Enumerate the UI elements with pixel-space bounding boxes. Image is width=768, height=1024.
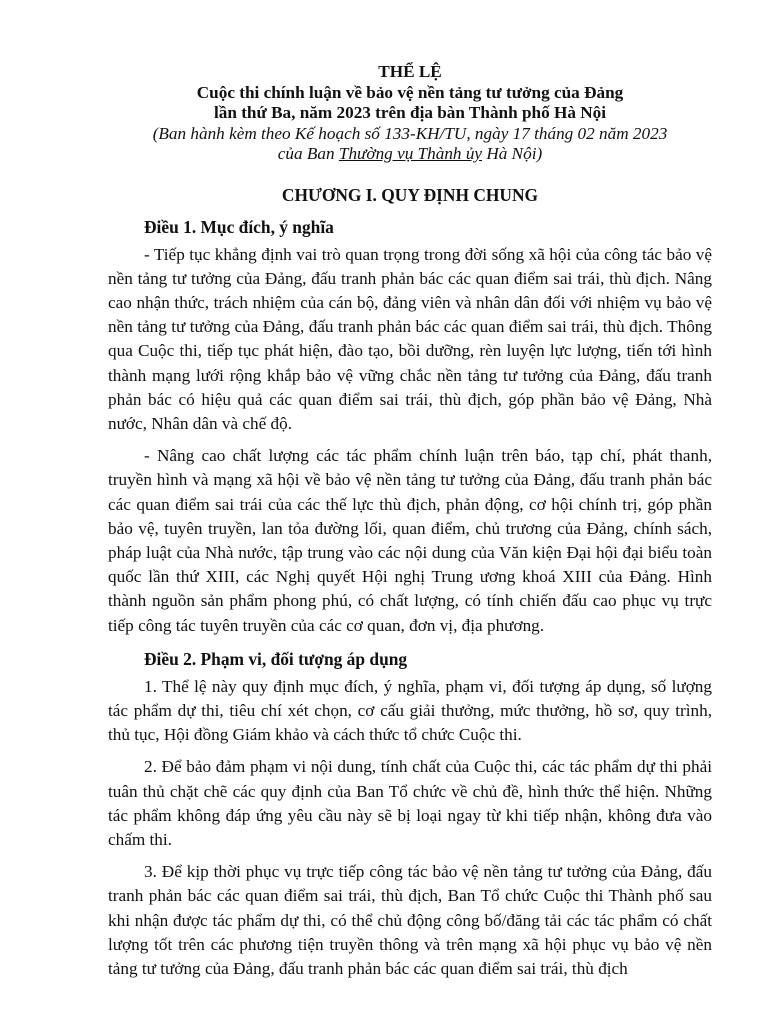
article-2-paragraph: 2. Để bảo đảm phạm vi nội dung, tính chất của Cuộc thi, các tác phẩm dự thi phải tuân thủ chặt chẽ các quy định của Ban Tổ chức về chủ đề, hình thức thể hiện. Những tác phẩm không đáp ứng yêu cầu này sẽ bị loại ngay từ khi tiếp nhận, không đưa vào chấm thi. (108, 757, 712, 849)
article-1-title: Điều 1. Mục đích, ý nghĩa (144, 216, 334, 237)
issued-note-underlined: Thường vụ Thành ủy (338, 144, 483, 163)
article-2-paragraph: 3. Để kịp thời phục vụ trực tiếp công tác bảo vệ nền tảng tư tưởng của Đảng, đấu tranh phản bác các quan điểm sai trái, thù địch, Ban Tổ chức Cuộc thi Thành phố sau khi nhận được tác phẩm dự thi, có thể chủ động công bố/đăng tải các tác phẩm có chất lượng tốt trên các phương tiện truyền thông và trên mạng xã hội phục vụ bảo vệ nền tảng tư tưởng của Đảng, đấu tranh phản bác các quan điểm sai trái, thù địch (108, 862, 712, 978)
article-1-paragraph: - Tiếp tục khẳng định vai trò quan trọng trong đời sống xã hội của công tác bảo vệ nền tảng tư tưởng của Đảng, đấu tranh phản bác các quan điểm sai trái, thù địch. Nâng cao nhận thức, trách nhiệm của cán bộ, đảng viên và nhân dân đối với nhiệm vụ bảo vệ nền tảng tư tưởng của Đảng, đấu tranh phản bác các quan điểm sai trái, thù địch. Thông qua Cuộc thi, tiếp tục phát hiện, đào tạo, bồi dưỡng, rèn luyện lực lượng, tiến tới hình thành mạng lưới rộng khắp bảo vệ vững chắc nền tảng tư tưởng của Đảng, đấu tranh phản bác có hiệu quả các quan điểm sai trái, thù địch, góp phần bảo vệ Đảng, Nhà nước, Nhân dân và chế độ. (108, 244, 712, 433)
document-title-line-1: Cuộc thi chính luận về bảo vệ nền tảng tư tưởng của Đảng (196, 82, 624, 102)
document-header (108, 62, 712, 165)
issued-note-line-1: (Ban hành kèm theo Kế hoạch số 133-KH/TU, ngày 17 tháng 02 năm 2023 (152, 123, 668, 143)
document-title-line-2: lần thứ Ba, năm 2023 trên địa bàn Thành phố Hà Nội (213, 103, 607, 122)
document-type: THỂ LỆ (378, 62, 442, 81)
issued-note-suffix: Hà Nội) (482, 144, 543, 163)
article-2-title: Điều 2. Phạm vi, đối tượng áp dụng (144, 648, 408, 669)
article-1-paragraph: - Nâng cao chất lượng các tác phẩm chính luận trên báo, tạp chí, phát thanh, truyền hình và mạng xã hội về bảo vệ nền tảng tư tưởng của Đảng, đấu tranh phản bác các quan điểm sai trái của các thế lực thù địch, phản động, cơ hội chính trị, góp phần bảo vệ, tuyên truyền, lan tỏa đường lối, quan điểm, chủ trương của Đảng, chính sách, pháp luật của Nhà nước, tập trung vào các nội dung của Văn kiện Đại hội đại biểu toàn quốc lần thứ XIII, các Nghị quyết Hội nghị Trung ương khoá XIII của Đảng. Hình thành nguồn sản phẩm phong phú, có chất lượng, có tính chiến đấu cao phục vụ trực tiếp công tác tuyên truyền của các cơ quan, đơn vị, địa phương. (108, 446, 712, 635)
issued-note-line-2 (108, 144, 712, 165)
document-page (108, 62, 712, 981)
article-2-paragraph: 1. Thể lệ này quy định mục đích, ý nghĩa, phạm vi, đối tượng áp dụng, số lượng tác phẩm dự thi, tiêu chí xét chọn, cơ cấu giải thưởng, mức thưởng, hồ sơ, quy trình, thủ tục, Hội đồng Giám khảo và cách thức tổ chức Cuộc thi. (108, 676, 712, 745)
chapter-heading: CHƯƠNG I. QUY ĐỊNH CHUNG (281, 184, 539, 205)
issued-note-prefix: của Ban (277, 144, 339, 163)
